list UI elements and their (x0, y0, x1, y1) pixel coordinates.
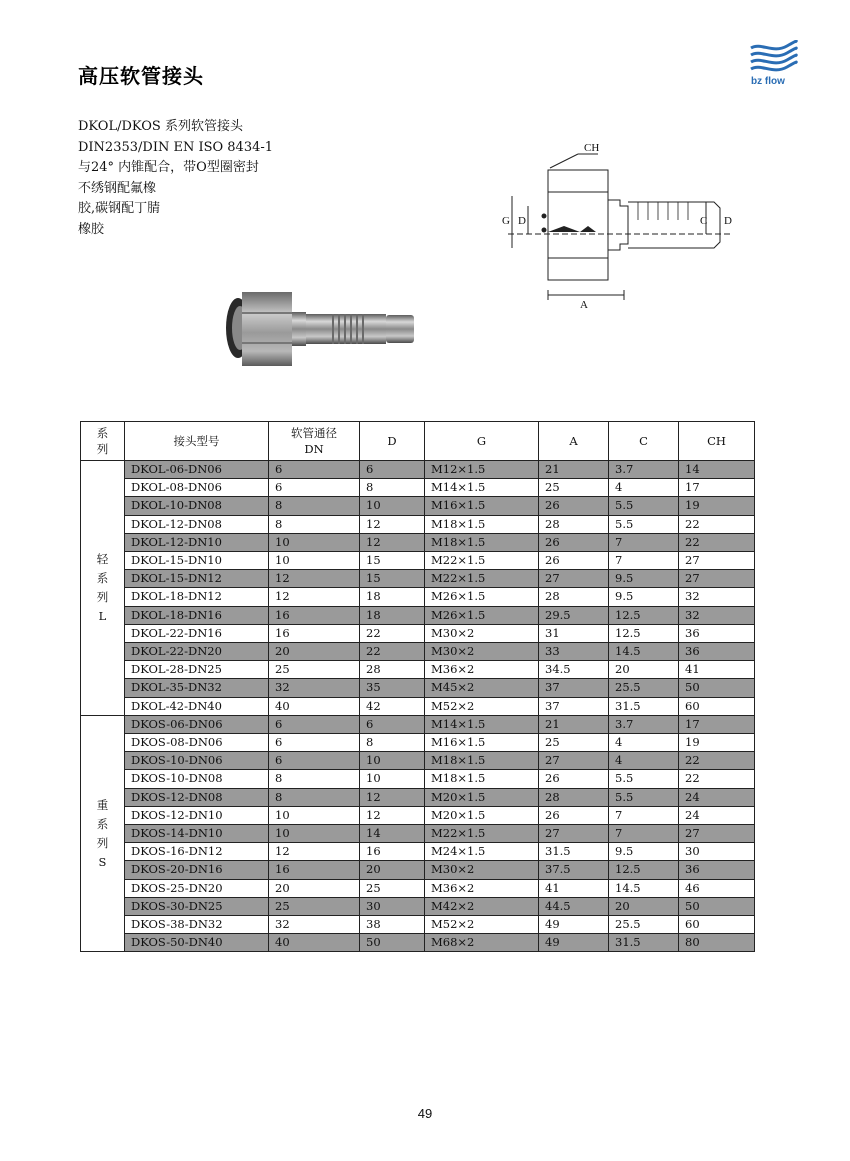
cell-ch: 32 (679, 588, 755, 606)
cell-c: 31.5 (609, 934, 679, 952)
cell-d: 10 (360, 752, 425, 770)
cell-a: 31 (539, 624, 609, 642)
cell-ch: 22 (679, 533, 755, 551)
cell-c: 31.5 (609, 697, 679, 715)
cell-d: 16 (360, 843, 425, 861)
cell-ch: 36 (679, 861, 755, 879)
cell-model: DKOS-08-DN06 (125, 734, 269, 752)
cell-d: 12 (360, 533, 425, 551)
cell-d: 14 (360, 825, 425, 843)
col-header-d: D (360, 422, 425, 461)
cell-dn: 8 (269, 497, 360, 515)
cell-g: M22×1.5 (425, 552, 539, 570)
cell-g: M16×1.5 (425, 497, 539, 515)
cell-dn: 16 (269, 861, 360, 879)
cell-ch: 19 (679, 497, 755, 515)
table-row (81, 879, 755, 897)
cell-d: 38 (360, 916, 425, 934)
cell-model: DKOS-12-DN08 (125, 788, 269, 806)
cell-g: M26×1.5 (425, 588, 539, 606)
cell-c: 14.5 (609, 879, 679, 897)
cell-dn: 10 (269, 806, 360, 824)
cell-model: DKOL-15-DN12 (125, 570, 269, 588)
cell-g: M36×2 (425, 879, 539, 897)
cell-ch: 27 (679, 552, 755, 570)
cell-a: 26 (539, 806, 609, 824)
cell-ch: 32 (679, 606, 755, 624)
cell-ch: 24 (679, 788, 755, 806)
cell-model: DKOL-06-DN06 (125, 461, 269, 479)
cell-ch: 17 (679, 715, 755, 733)
cell-c: 3.7 (609, 461, 679, 479)
cell-dn: 8 (269, 515, 360, 533)
cell-dn: 10 (269, 552, 360, 570)
cell-dn: 10 (269, 533, 360, 551)
cell-ch: 22 (679, 752, 755, 770)
table-row (81, 533, 755, 551)
table-header-row (81, 422, 755, 461)
cell-model: DKOS-12-DN10 (125, 806, 269, 824)
table-row (81, 606, 755, 624)
description-line: 与24° 内锥配合，带O型圈密封 (78, 160, 259, 175)
cell-ch: 24 (679, 806, 755, 824)
cell-ch: 30 (679, 843, 755, 861)
cell-ch: 36 (679, 643, 755, 661)
label-d-right: D (724, 215, 732, 227)
cell-ch: 80 (679, 934, 755, 952)
col-header-series: 系 列 (81, 422, 125, 461)
cell-d: 22 (360, 624, 425, 642)
cell-a: 49 (539, 934, 609, 952)
table-row (81, 806, 755, 824)
cell-dn: 25 (269, 661, 360, 679)
cell-dn: 16 (269, 624, 360, 642)
cell-model: DKOL-22-DN16 (125, 624, 269, 642)
cell-a: 26 (539, 533, 609, 551)
cell-dn: 32 (269, 916, 360, 934)
cell-g: M20×1.5 (425, 806, 539, 824)
cell-model: DKOL-42-DN40 (125, 697, 269, 715)
table-row (81, 825, 755, 843)
cell-model: DKOL-28-DN25 (125, 661, 269, 679)
label-g: G (502, 215, 510, 227)
table-row (81, 479, 755, 497)
cell-c: 9.5 (609, 570, 679, 588)
cell-c: 12.5 (609, 624, 679, 642)
cell-d: 18 (360, 588, 425, 606)
cell-dn: 12 (269, 588, 360, 606)
cell-model: DKOL-12-DN08 (125, 515, 269, 533)
cell-g: M18×1.5 (425, 533, 539, 551)
bzflow-logo (743, 40, 803, 88)
cell-dn: 40 (269, 934, 360, 952)
cell-a: 26 (539, 770, 609, 788)
cell-dn: 32 (269, 679, 360, 697)
cell-ch: 50 (679, 897, 755, 915)
cell-g: M30×2 (425, 624, 539, 642)
col-header-ch: CH (679, 422, 755, 461)
cell-d: 15 (360, 570, 425, 588)
cell-g: M18×1.5 (425, 515, 539, 533)
label-d-left: D (518, 215, 526, 227)
cell-d: 15 (360, 552, 425, 570)
cell-model: DKOL-35-DN32 (125, 679, 269, 697)
description-line: DIN2353/DIN EN ISO 8434-1 (78, 139, 274, 155)
table-row (81, 552, 755, 570)
table-row (81, 624, 755, 642)
cell-c: 4 (609, 479, 679, 497)
cell-g: M20×1.5 (425, 788, 539, 806)
cell-dn: 6 (269, 461, 360, 479)
cell-dn: 12 (269, 843, 360, 861)
cell-c: 12.5 (609, 606, 679, 624)
table-row (81, 843, 755, 861)
cell-c: 9.5 (609, 588, 679, 606)
table-row (81, 697, 755, 715)
cell-a: 21 (539, 461, 609, 479)
cell-c: 7 (609, 825, 679, 843)
cell-a: 37 (539, 697, 609, 715)
cell-g: M68×2 (425, 934, 539, 952)
cell-a: 49 (539, 916, 609, 934)
col-header-dn: 软管通径 DN (269, 422, 360, 461)
cell-c: 9.5 (609, 843, 679, 861)
table-row (81, 643, 755, 661)
description-line: 橡胶 (78, 221, 105, 237)
cell-a: 26 (539, 552, 609, 570)
cell-ch: 60 (679, 916, 755, 934)
cell-ch: 19 (679, 734, 755, 752)
cell-d: 10 (360, 770, 425, 788)
cell-a: 34.5 (539, 661, 609, 679)
cell-a: 27 (539, 752, 609, 770)
cell-c: 7 (609, 533, 679, 551)
cell-ch: 46 (679, 879, 755, 897)
cell-g: M12×1.5 (425, 461, 539, 479)
cell-a: 25 (539, 734, 609, 752)
cell-d: 22 (360, 643, 425, 661)
cell-model: DKOS-50-DN40 (125, 934, 269, 952)
cell-d: 25 (360, 879, 425, 897)
cell-d: 35 (360, 679, 425, 697)
table-row (81, 770, 755, 788)
page-title: 高压软管接头 (78, 64, 204, 88)
cell-g: M30×2 (425, 861, 539, 879)
cell-a: 26 (539, 497, 609, 515)
cell-dn: 10 (269, 825, 360, 843)
cell-g: M24×1.5 (425, 843, 539, 861)
cell-model: DKOL-18-DN16 (125, 606, 269, 624)
table-row (81, 752, 755, 770)
table-row (81, 588, 755, 606)
description-line: DKOL/DKOS 系列软管接头 (78, 119, 243, 134)
cell-c: 25.5 (609, 916, 679, 934)
cell-ch: 27 (679, 570, 755, 588)
cell-c: 3.7 (609, 715, 679, 733)
cell-d: 8 (360, 479, 425, 497)
cell-g: M26×1.5 (425, 606, 539, 624)
spec-table (80, 421, 755, 952)
cell-model: DKOS-10-DN06 (125, 752, 269, 770)
cell-a: 27 (539, 570, 609, 588)
cell-c: 4 (609, 752, 679, 770)
cell-c: 7 (609, 806, 679, 824)
page-number: 49 (417, 1106, 433, 1121)
cell-model: DKOL-15-DN10 (125, 552, 269, 570)
cell-d: 8 (360, 734, 425, 752)
cell-d: 12 (360, 515, 425, 533)
technical-drawing (488, 140, 738, 310)
label-ch: CH (584, 142, 600, 154)
cell-g: M52×2 (425, 916, 539, 934)
cell-dn: 16 (269, 606, 360, 624)
cell-ch: 22 (679, 515, 755, 533)
cell-g: M16×1.5 (425, 734, 539, 752)
cell-g: M52×2 (425, 697, 539, 715)
col-header-c: C (609, 422, 679, 461)
label-c: C (700, 215, 708, 227)
cell-c: 20 (609, 661, 679, 679)
cell-g: M36×2 (425, 661, 539, 679)
cell-c: 5.5 (609, 515, 679, 533)
table-row (81, 715, 755, 733)
fitting-photo (222, 282, 418, 376)
cell-g: M42×2 (425, 897, 539, 915)
cell-ch: 60 (679, 697, 755, 715)
cell-a: 33 (539, 643, 609, 661)
cell-dn: 20 (269, 643, 360, 661)
cell-g: M22×1.5 (425, 570, 539, 588)
cell-a: 21 (539, 715, 609, 733)
cell-g: M30×2 (425, 643, 539, 661)
cell-model: DKOS-30-DN25 (125, 897, 269, 915)
cell-dn: 12 (269, 570, 360, 588)
cell-dn: 20 (269, 879, 360, 897)
cell-g: M22×1.5 (425, 825, 539, 843)
cell-model: DKOS-38-DN32 (125, 916, 269, 934)
cell-model: DKOS-20-DN16 (125, 861, 269, 879)
cell-ch: 50 (679, 679, 755, 697)
cell-model: DKOL-18-DN12 (125, 588, 269, 606)
cell-dn: 8 (269, 770, 360, 788)
cell-a: 31.5 (539, 843, 609, 861)
description-line: 不绣钢配氟橡 (78, 180, 157, 196)
cell-a: 28 (539, 588, 609, 606)
cell-model: DKOL-12-DN10 (125, 533, 269, 551)
cell-ch: 36 (679, 624, 755, 642)
description-line: 胶,碳钢配丁腈 (78, 201, 161, 216)
table-row (81, 497, 755, 515)
cell-d: 50 (360, 934, 425, 952)
cell-c: 12.5 (609, 861, 679, 879)
table-row (81, 934, 755, 952)
cell-dn: 25 (269, 897, 360, 915)
cell-c: 7 (609, 552, 679, 570)
table-row (81, 788, 755, 806)
cell-model: DKOL-10-DN08 (125, 497, 269, 515)
cell-model: DKOS-06-DN06 (125, 715, 269, 733)
cell-ch: 22 (679, 770, 755, 788)
cell-model: DKOL-08-DN06 (125, 479, 269, 497)
table-row (81, 861, 755, 879)
cell-model: DKOS-25-DN20 (125, 879, 269, 897)
cell-dn: 8 (269, 788, 360, 806)
cell-a: 28 (539, 515, 609, 533)
cell-d: 6 (360, 461, 425, 479)
label-a: A (580, 299, 588, 310)
cell-model: DKOS-10-DN08 (125, 770, 269, 788)
table-row (81, 916, 755, 934)
cell-c: 14.5 (609, 643, 679, 661)
cell-d: 12 (360, 806, 425, 824)
cell-d: 10 (360, 497, 425, 515)
table-row (81, 461, 755, 479)
cell-g: M45×2 (425, 679, 539, 697)
cell-a: 37 (539, 679, 609, 697)
cell-a: 27 (539, 825, 609, 843)
cell-model: DKOS-14-DN10 (125, 825, 269, 843)
cell-d: 18 (360, 606, 425, 624)
cell-ch: 17 (679, 479, 755, 497)
cell-ch: 41 (679, 661, 755, 679)
cell-model: DKOL-22-DN20 (125, 643, 269, 661)
table-row (81, 897, 755, 915)
cell-ch: 14 (679, 461, 755, 479)
cell-g: M14×1.5 (425, 715, 539, 733)
series-label: 重 系 列 S (81, 715, 125, 952)
cell-d: 12 (360, 788, 425, 806)
table-row (81, 570, 755, 588)
cell-a: 44.5 (539, 897, 609, 915)
cell-d: 42 (360, 697, 425, 715)
cell-c: 5.5 (609, 497, 679, 515)
col-header-a: A (539, 422, 609, 461)
logo-text: bz flow (751, 76, 785, 87)
product-description (78, 117, 273, 240)
cell-c: 5.5 (609, 788, 679, 806)
table-row (81, 734, 755, 752)
cell-a: 37.5 (539, 861, 609, 879)
table-row (81, 661, 755, 679)
cell-a: 29.5 (539, 606, 609, 624)
cell-a: 41 (539, 879, 609, 897)
cell-d: 6 (360, 715, 425, 733)
cell-model: DKOS-16-DN12 (125, 843, 269, 861)
col-header-model: 接头型号 (125, 422, 269, 461)
cell-a: 28 (539, 788, 609, 806)
cell-c: 20 (609, 897, 679, 915)
cell-a: 25 (539, 479, 609, 497)
table-row (81, 515, 755, 533)
cell-g: M14×1.5 (425, 479, 539, 497)
cell-dn: 6 (269, 734, 360, 752)
series-label: 轻 系 列 L (81, 461, 125, 716)
cell-ch: 27 (679, 825, 755, 843)
cell-d: 20 (360, 861, 425, 879)
col-header-g: G (425, 422, 539, 461)
cell-dn: 6 (269, 479, 360, 497)
table-row (81, 679, 755, 697)
cell-c: 4 (609, 734, 679, 752)
cell-c: 5.5 (609, 770, 679, 788)
cell-dn: 6 (269, 715, 360, 733)
cell-dn: 40 (269, 697, 360, 715)
cell-dn: 6 (269, 752, 360, 770)
cell-c: 25.5 (609, 679, 679, 697)
cell-d: 30 (360, 897, 425, 915)
cell-d: 28 (360, 661, 425, 679)
cell-g: M18×1.5 (425, 752, 539, 770)
cell-g: M18×1.5 (425, 770, 539, 788)
